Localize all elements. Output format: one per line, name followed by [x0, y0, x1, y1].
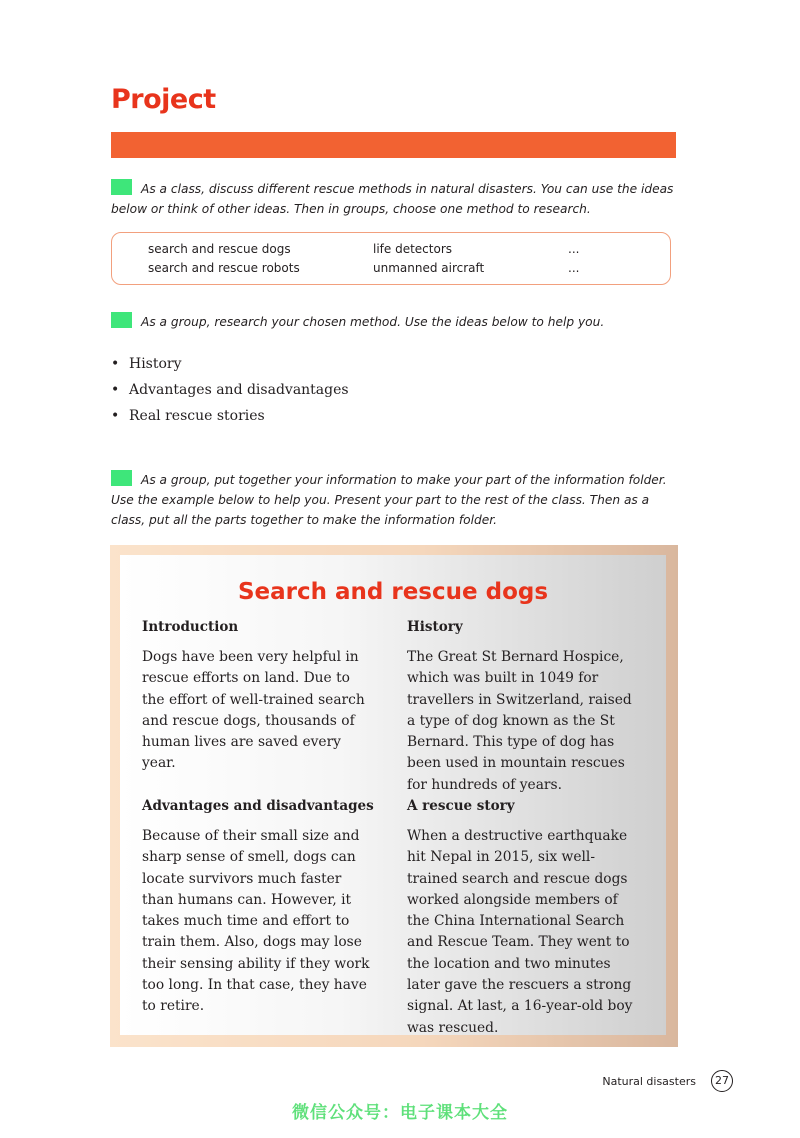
section-body: The Great St Bernard Hospice, which was built in 1049 for travellers in Switzerland, raised a type of dog known as the St Bernard. This type of dog has been used in mountain rescues for hundreds of years. [407, 649, 632, 793]
instruction-2-text: As a group, research your chosen method. Use the ideas below to help you. [141, 315, 605, 329]
bullet-icon: • [111, 408, 120, 424]
instruction-1-text: As a class, discuss different rescue methods in natural disasters. You can use the ideas below or think of other ideas. Then in groups, choose one method to research. [111, 182, 674, 216]
list-item-text: Real rescue stories [129, 408, 265, 424]
folder-title: Search and rescue dogs [237, 579, 549, 605]
list-item-text: Advantages and disadvantages [129, 382, 349, 398]
task-marker-icon [111, 179, 132, 195]
title-bar [111, 132, 676, 158]
idea-item: search and rescue robots [148, 261, 300, 275]
idea-item: ... [568, 242, 580, 256]
page-title: Project [111, 84, 216, 115]
info-folder-frame [110, 545, 678, 1047]
instruction-2 [111, 312, 686, 332]
section-advantages [142, 796, 374, 1018]
idea-item: life detectors [373, 242, 453, 256]
idea-item: unmanned aircraft [373, 261, 485, 275]
unit-label: Natural disasters [602, 1075, 696, 1088]
section-body: When a destructive earthquake hit Nepal in 2015, six well-trained search and rescue dogs worked alongside members of the China International Search and Rescue Team. They went to the location and two minutes later gave the rescuers a strong signal. At last, a 16-year-old boy was rescued. [407, 828, 633, 1036]
instruction-1 [111, 179, 686, 219]
ideas-box [111, 232, 671, 285]
idea-item: ... [568, 261, 580, 275]
list-item [111, 405, 349, 431]
list-item-text: History [129, 356, 182, 372]
watermark: 微信公众号：电子课本大全 [292, 1103, 508, 1123]
page-number: 27 [711, 1070, 733, 1092]
list-item [111, 379, 349, 405]
section-body: Because of their small size and sharp sense of smell, dogs can locate survivors much faster than humans can. However, it takes much time and effort to train them. Also, dogs may lose their sensing ability if they work too long. In that case, they have to retire. [142, 828, 370, 1015]
section-heading: Advantages and disadvantages [142, 798, 374, 814]
idea-item: search and rescue dogs [148, 242, 291, 256]
section-introduction [142, 617, 374, 775]
section-heading: A rescue story [407, 798, 515, 814]
section-heading: Introduction [142, 619, 239, 635]
task-marker-icon [111, 470, 132, 486]
instruction-3 [111, 470, 686, 530]
section-body: Dogs have been very helpful in rescue efforts on land. Due to the effort of well-trained search and rescue dogs, thousands of human lives are saved every year. [142, 649, 365, 772]
section-rescue-story [407, 796, 639, 1039]
list-item [111, 353, 349, 379]
research-points-list [111, 353, 349, 431]
section-history [407, 617, 639, 796]
bullet-icon: • [111, 356, 120, 372]
instruction-3-text: As a group, put together your information to make your part of the information folder. Use the example below to help you. Present your part to the rest of the class. Then as a class, put all the parts together to make the information folder. [111, 473, 667, 527]
info-folder-page [120, 555, 666, 1035]
task-marker-icon [111, 312, 132, 328]
section-heading: History [407, 619, 463, 635]
bullet-icon: • [111, 382, 120, 398]
